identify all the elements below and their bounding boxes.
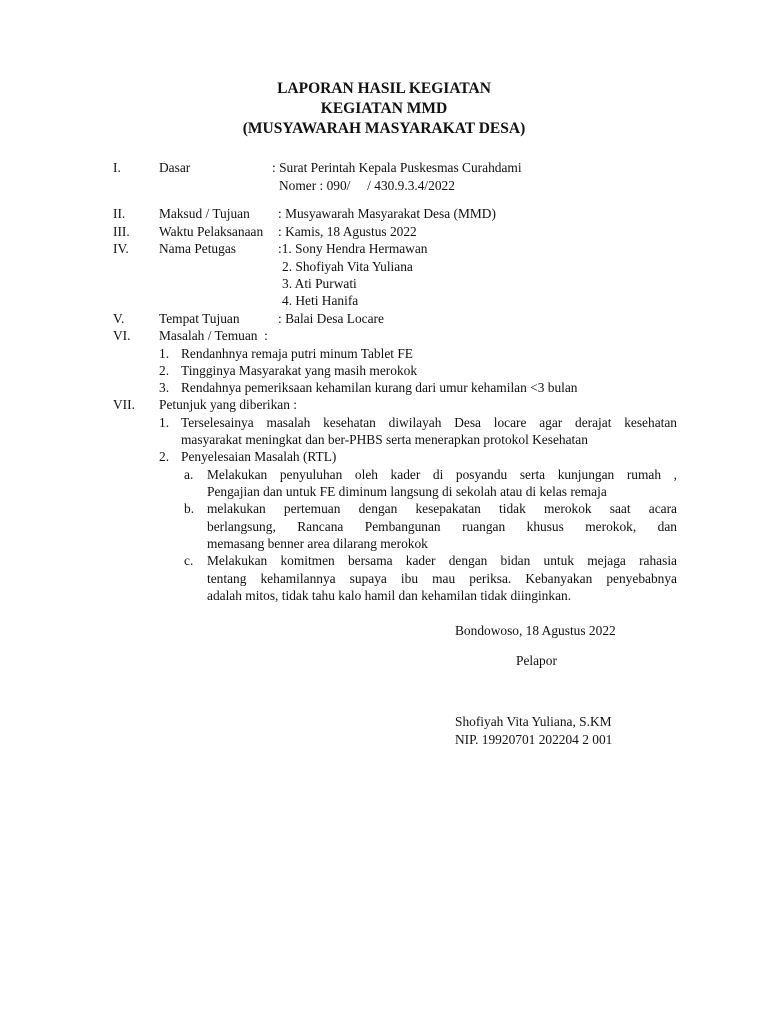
section-value-dasar: : Surat Perintah Kepala Puskesmas Curahdami [272,160,522,175]
section-label-dasar: Dasar [159,160,191,175]
petugas-item: 4. Heti Hanifa [282,293,359,308]
rtl-item-line: Melakukan komitmen bersama kader dengan bidan untuk mejaga rahasia [207,553,677,568]
rtl-letter: c. [184,553,194,568]
section-label-maksud: Maksud / Tujuan [159,206,250,221]
masalah-number: 2. [159,363,170,378]
masalah-item: Rendanhnya remaja putri minum Tablet FE [181,346,413,361]
signature-nip: NIP. 19920701 202204 2 001 [455,732,613,747]
signature-name: Shofiyah Vita Yuliana, S.KM [455,714,612,729]
section-value-maksud: : Musyawarah Masyarakat Desa (MMD) [278,206,496,221]
section-number-4: IV. [113,241,129,256]
signature-role: Pelapor [516,653,557,668]
masalah-number: 1. [159,346,170,361]
petugas-item: :1. Sony Hendra Hermawan [278,241,428,256]
rtl-item-line: adalah mitos, tidak tahu kalo hamil dan kehamilan tidak diinginkan. [207,588,572,603]
section-label-petugas: Nama Petugas [159,241,236,256]
masalah-item: Rendahnya pemeriksaan kehamilan kurang dari umur kehamilan <3 bulan [181,380,578,395]
rtl-letter: b. [184,501,195,516]
rtl-item-line: memasang benner area dilarang merokok [207,536,428,551]
section-value-nomer: Nomer : 090/ / 430.9.3.4/2022 [279,178,455,193]
masalah-number: 3. [159,380,170,395]
rtl-letter: a. [184,467,194,482]
masalah-item: Tingginya Masyarakat yang masih merokok [181,363,418,378]
section-label-tempat: Tempat Tujuan [159,311,240,326]
section-value-waktu: : Kamis, 18 Agustus 2022 [278,224,417,239]
report-title-line-3: (MUSYAWARAH MASYARAKAT DESA) [242,120,526,137]
rtl-item-line: Pengajian dan untuk FE diminum langsung di sekolah atau di kelas remaja [207,484,607,499]
section-label-masalah: Masalah / Temuan : [159,328,268,343]
section-number-2: II. [113,206,126,221]
petunjuk-item-line: masyarakat meningkat dan ber-PHBS serta menerapkan protokol Kesehatan [181,432,588,447]
rtl-item-line: melakukan pertemuan dengan kesepakatan tidak merokok saat acara [207,501,677,516]
section-value-tempat: : Balai Desa Locare [278,311,384,326]
rtl-item-line: berlangsung, Rancana Pembangunan ruangan khusus merokok, dan [207,519,677,534]
petunjuk-item: Penyelesaian Masalah (RTL) [181,449,337,464]
signature-place-date: Bondowoso, 18 Agustus 2022 [455,623,616,638]
petugas-item: 2. Shofiyah Vita Yuliana [282,259,413,274]
section-label-waktu: Waktu Pelaksanaan [159,224,264,239]
section-number-1: I. [113,160,121,175]
petunjuk-number: 2. [159,449,170,464]
section-label-petunjuk: Petunjuk yang diberikan : [159,397,297,412]
section-number-6: VI. [113,328,131,343]
report-title-line-1: LAPORAN HASIL KEGIATAN [277,80,491,97]
section-number-5: V. [113,311,125,326]
section-number-7: VII. [113,397,135,412]
section-number-3: III. [113,224,130,239]
rtl-item-line: Melakukan penyuluhan oleh kader di posyandu serta kunjungan rumah , [207,467,677,482]
petugas-item: 3. Ati Purwati [282,276,357,291]
rtl-item-line: tentang kehamilannya supaya ibu mau periksa. Kebanyakan penyebabnya [207,571,677,586]
petunjuk-number: 1. [159,415,170,430]
petunjuk-item-line: Terselesainya masalah kesehatan diwilayah Desa locare agar derajat kesehatan [181,415,677,430]
report-title-line-2: KEGIATAN MMD [320,100,448,117]
